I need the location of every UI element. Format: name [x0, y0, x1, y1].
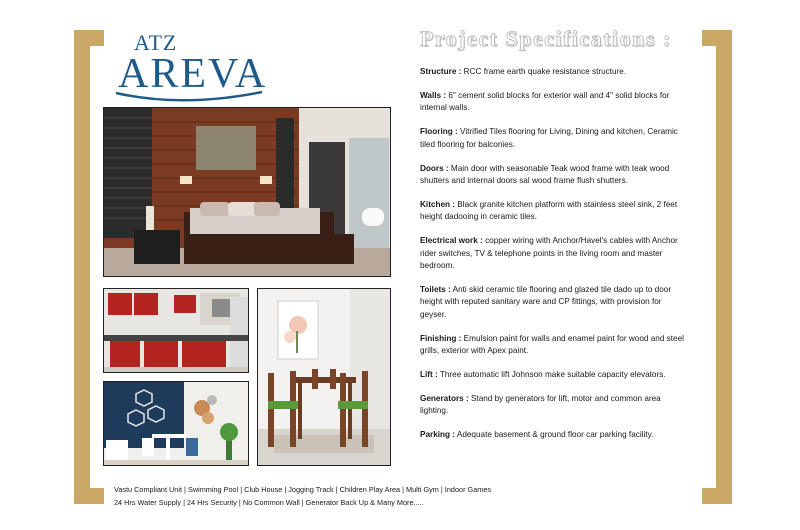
- spec-flooring: [420, 126, 688, 151]
- spec-text: Adequate basement & ground floor car parking facility.: [455, 430, 654, 440]
- logo-swoosh-icon: [112, 90, 272, 106]
- spec-text: Emulsion paint for walls and enamel paint for wood and steel grills, exterior with Apex paint.: [420, 333, 684, 355]
- spec-kitchen: [420, 199, 688, 224]
- spec-lift: [420, 369, 688, 381]
- frame-bracket-left-bottom: [74, 488, 104, 504]
- spec-text: Stand by generators for lift, motor and common area lighting.: [420, 393, 661, 416]
- spec-label: Parking :: [420, 430, 456, 440]
- spec-label: Flooring :: [420, 127, 458, 137]
- brand-logo: [112, 26, 272, 106]
- spec-walls: [420, 90, 688, 115]
- spec-label: Lift :: [420, 369, 438, 379]
- spec-label: Electrical work :: [420, 236, 483, 246]
- spec-label: Kitchen :: [420, 199, 456, 209]
- amenities-line-1: Vastu Compliant Unit | Swimming Pool | Club House | Jogging Track | Children Play Area | Multi Gym | Indoor Games: [114, 485, 492, 494]
- spec-generators: [420, 393, 688, 418]
- amenities-line-2: 24 Hrs Water Supply | 24 Hrs Security | No Common Wall | Generator Back Up & Many More.....: [114, 497, 424, 507]
- spec-text: Main door with seasonable Teak wood frame with teak wood shutters and internal doors sal wood frame flush shutters.: [420, 163, 670, 185]
- spec-text: RCC frame earth quake resistance structure.: [461, 67, 627, 76]
- amenities-footer: [114, 484, 491, 509]
- spec-text: Black granite kitchen platform with stainless steel sink, 2 feet height dadooing in ceramic tiles.: [420, 199, 678, 222]
- logo-areva-text: AREVA: [118, 51, 268, 97]
- specifications-heading: Project Specifications :: [420, 26, 672, 51]
- spec-finishing: [420, 333, 688, 358]
- dining-table-photo: [257, 288, 391, 466]
- frame-bracket-left: [74, 30, 90, 504]
- spec-label: Doors :: [420, 163, 449, 173]
- spec-label: Finishing :: [420, 333, 462, 343]
- specifications-list: [420, 66, 688, 453]
- spec-text: Vitrified Tiles flooring for Living, Dining and kitchen, Ceramic tiled flooring for balconies.: [420, 127, 678, 149]
- dining-room-photo: [103, 381, 249, 466]
- bedroom-photo: [103, 107, 391, 277]
- spec-parking: [420, 429, 688, 441]
- logo-atz-text: ATZ: [134, 30, 178, 55]
- spec-text: Three automatic lift Johnson make suitable capacity elevators.: [437, 369, 666, 379]
- spec-label: Generators :: [420, 393, 469, 403]
- spec-toilets: [420, 284, 688, 321]
- spec-text: Anti skid ceramic tile flooring and glazed tile dado up to door height with reputed sanitary ware and CP fittings, with provision for geyser.: [420, 284, 672, 319]
- spec-label: Walls :: [420, 90, 447, 100]
- spec-label: Toilets :: [420, 284, 451, 294]
- frame-bracket-right: [716, 30, 732, 504]
- spec-label: Structure :: [420, 67, 462, 76]
- kitchen-photo: [103, 288, 249, 373]
- spec-text: copper wiring with Anchor/Havel's cables with Anchor rider switches, TV & telephone points in the living room and master bedroom.: [420, 236, 678, 270]
- spec-structure: [420, 66, 688, 78]
- spec-electrical-work: [420, 235, 688, 272]
- frame-bracket-right-bottom: [702, 488, 732, 504]
- spec-doors: [420, 163, 688, 188]
- spec-text: 6" cement solid blocks for exterior wall and 4" solid blocks for internal walls.: [420, 90, 670, 113]
